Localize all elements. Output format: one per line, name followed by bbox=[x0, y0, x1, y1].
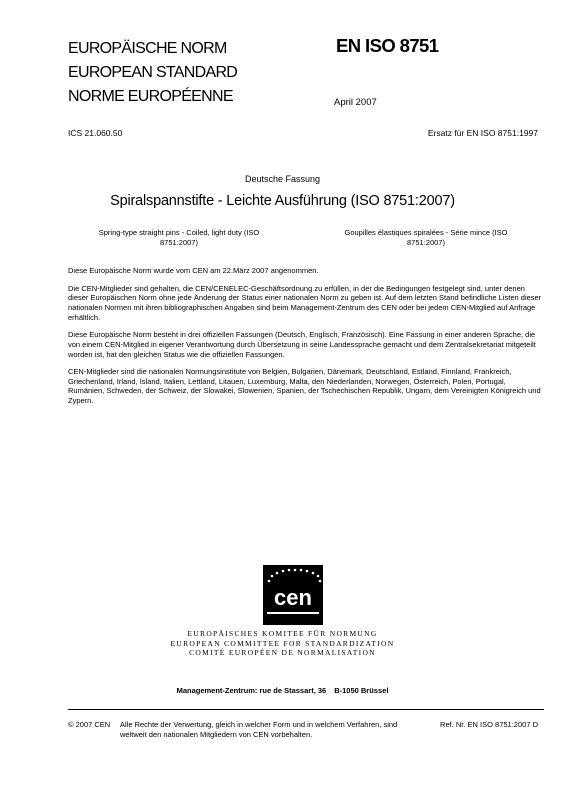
cen-logo-text: cen bbox=[274, 585, 312, 610]
management-centre-address bbox=[0, 686, 565, 695]
standard-number: EN ISO 8751 bbox=[336, 35, 439, 56]
standard-type-titles bbox=[68, 37, 237, 109]
address-street: Management-Zentrum: rue de Stassart, 36 bbox=[176, 686, 327, 695]
title-german: EUROPÄISCHE NORM bbox=[68, 40, 227, 57]
footer-divider bbox=[68, 709, 544, 710]
cen-logo-graphic bbox=[263, 565, 323, 625]
publication-date: April 2007 bbox=[334, 97, 377, 108]
committee-name-english: EUROPEAN COMMITTEE FOR STANDARDIZATION bbox=[170, 638, 395, 648]
version-label: Deutsche Fassung bbox=[244, 174, 321, 184]
document-title: Spiralspannstifte - Leichte Ausführung (ISO 8751:2007) bbox=[110, 193, 455, 209]
rights-statement: Alle Rechte der Verwertung, gleich in welcher Form und in welchem Verfahren, sind weltweit den nationalen Mitgliedern von CEN vorbehalten. bbox=[120, 720, 398, 739]
title-french: NORME EUROPÉENNE bbox=[68, 88, 233, 105]
address-city: B-1050 Brüssel bbox=[334, 686, 389, 695]
committee-names bbox=[0, 629, 565, 658]
copyright-notice: © 2007 CEN bbox=[68, 720, 111, 729]
subtitle-english: Spring-type straight pins - Coiled, light duty (ISO 8751:2007) bbox=[98, 228, 260, 247]
replaces-note: Ersatz für EN ISO 8751:1997 bbox=[427, 128, 538, 138]
paragraph-adoption: Diese Europäische Norm wurde vom CEN am 22.März 2007 angenommen. bbox=[68, 266, 319, 275]
committee-name-french: COMITÉ EUROPÉEN DE NORMALISATION bbox=[189, 648, 376, 658]
subtitle-french: Goupilles élastiques spiralées - Série mince (ISO 8751:2007) bbox=[344, 228, 508, 247]
committee-name-german: EUROPÄISCHES KOMITEE FÜR NORMUNG bbox=[187, 629, 378, 638]
paragraph-obligations: Die CEN-Mitglieder sind gehalten, die CEN/CENELEC-Geschäftsordnung zu erfüllen, in der die Bedingungen festgelegt sind, unter denen dieser Europäischen Norm ohne jede Änderung der Status einer nationalen Norm zu geben ist. Auf dem letzten Stand befindliche Listen dieser nationalen Normen mit ihren bibliographischen Angaben sind beim Management-Zentrum des CEN oder bei jedem CEN-Mitglied auf Anfrage erhältlich. bbox=[68, 283, 542, 322]
title-english: EUROPEAN STANDARD bbox=[68, 64, 238, 81]
body-text bbox=[68, 266, 544, 414]
paragraph-members: CEN-Mitglieder sind die nationalen Normungsinstitute von Belgien, Bulgarien, Dänemark, Deutschland, Estland, Finnland, Frankreich, Griechenland, Irland, Island, Italien, Lettland, Litauen, Luxemburg, Malta, den Niederlanden, Norwegen, Österreich, Polen, Portugal, Rumänien, Schweden, der Schweiz, der Slowakei, Slowenien, Spanien, der Tschechischen Republik, Ungarn, dem Vereinigten Königreich und Zypern. bbox=[68, 367, 541, 406]
ics-code: ICS 21.060.50 bbox=[68, 128, 123, 138]
reference-number: Ref. Nr. EN ISO 8751:2007 D bbox=[440, 720, 538, 729]
paragraph-versions: Diese Europäische Norm besteht in drei offiziellen Fassungen (Deutsch, Englisch, Französisch). Eine Fassung in einer anderen Sprache, die von einem CEN-Mitglied in eigener Verantwortung durch Übersetzung in seine Landessprache gemacht und dem Zentralsekretariat mitgeteilt worden ist, hat den gleichen Status wie die offiziellen Fassungen. bbox=[68, 330, 536, 359]
cen-logo-icon bbox=[263, 565, 323, 630]
